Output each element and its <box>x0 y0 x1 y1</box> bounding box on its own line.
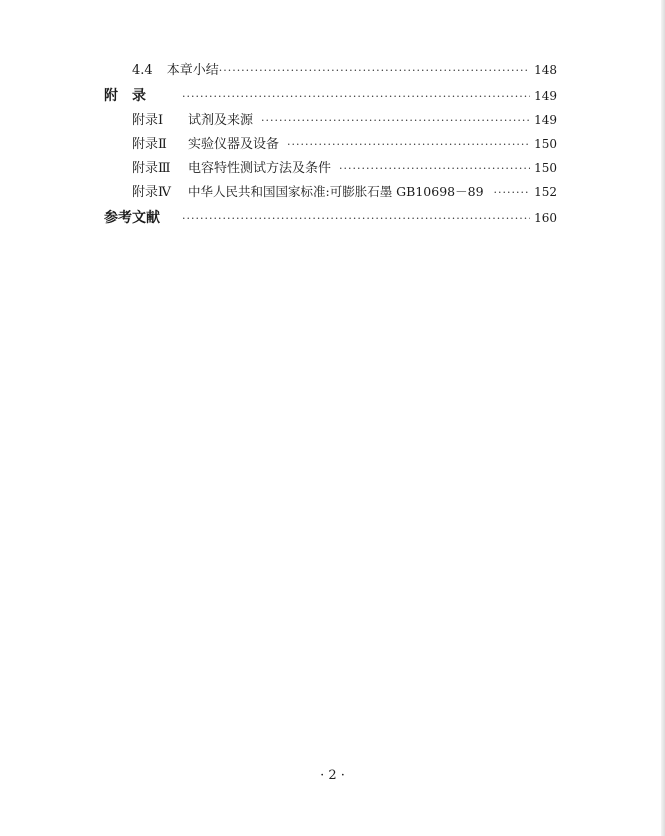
toc-entry-page: 148 <box>534 63 557 77</box>
dot-leader <box>287 136 530 154</box>
toc-entry-title: 电容特性测试方法及条件 <box>188 161 332 176</box>
dot-leader <box>182 210 530 228</box>
toc-entry-label: 附录Ⅱ <box>132 137 167 152</box>
dot-leader <box>261 112 530 130</box>
toc-entry-page: 149 <box>534 89 557 103</box>
toc-entry-page: 152 <box>534 185 557 199</box>
toc-entry-page: 149 <box>534 113 557 127</box>
toc-entry-label: 附录Ⅲ <box>132 161 171 176</box>
toc-entry-appendix-4[interactable] <box>132 183 557 201</box>
page-number: · 2 · <box>320 768 345 783</box>
toc-entry-label: 参考文献 <box>104 210 160 226</box>
toc-entry-page: 150 <box>534 137 557 151</box>
page-edge-shadow <box>661 0 665 836</box>
toc-entry-page: 150 <box>534 161 557 175</box>
toc-entry-label: 4.4 <box>132 63 153 78</box>
toc-entry-appendix[interactable] <box>104 87 557 105</box>
toc-entry-appendix-3[interactable] <box>132 159 557 177</box>
toc-entry-page: 160 <box>534 211 557 225</box>
dot-leader <box>219 62 530 80</box>
toc-entry-title: 试剂及来源 <box>188 113 254 128</box>
toc-entry-title: 本章小结 <box>166 63 219 78</box>
toc-entry-label: 附录Ⅳ <box>132 185 171 200</box>
toc-entry-appendix-1[interactable] <box>132 111 557 129</box>
toc-entry-title: 实验仪器及设备 <box>188 137 280 152</box>
toc-entry-appendix-2[interactable] <box>132 135 557 153</box>
toc-entry-title: 中华人民共和国国家标准:可膨胀石墨 GB10698－89 <box>188 184 484 199</box>
toc-entry-label: 附录Ⅰ <box>132 113 164 128</box>
toc-entry-references[interactable] <box>104 209 557 227</box>
toc-entry-label: 附 录 <box>104 88 146 104</box>
dot-leader <box>182 88 530 106</box>
dot-leader <box>494 184 531 202</box>
dot-leader <box>339 160 530 178</box>
toc-entry-4-4[interactable] <box>132 61 557 79</box>
